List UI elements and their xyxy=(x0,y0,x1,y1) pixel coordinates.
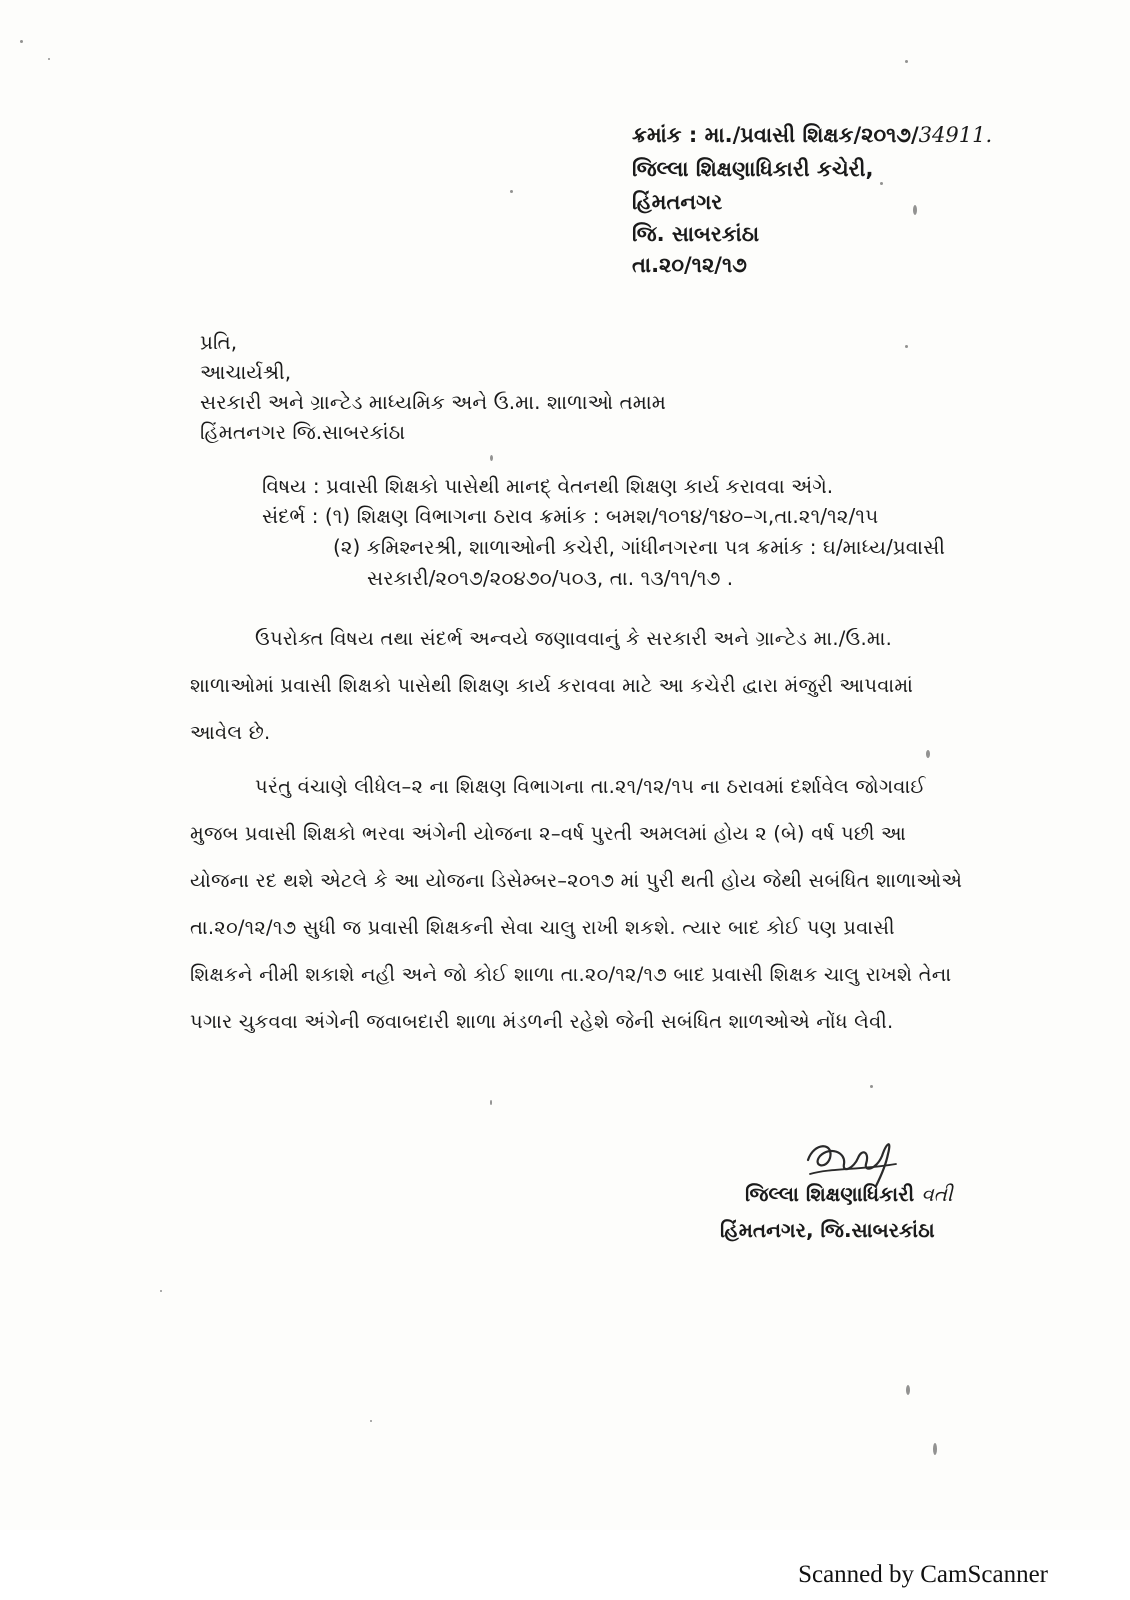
scan-speck xyxy=(160,1290,162,1292)
paragraph-line: મુજબ પ્રવાસી શિક્ષકો ભરવા અંગેની યોજના ૨–વર્ષ પુરતી અમલમાં હોય ૨ (બે) વર્ષ પછી આ xyxy=(190,822,907,845)
reference-2: (૨) કમિશ્નરશ્રી, શાળાઓની કચેરી, ગાંધીનગરના પત્ર ક્રમાંક : ઘ/માધ્ય/પ્રવાસી xyxy=(333,535,945,559)
scan-speck xyxy=(870,1085,873,1088)
scan-speck xyxy=(913,205,917,215)
addressee-place: હિંમતનગર જિ.સાબરકાંઠા xyxy=(200,420,406,444)
reference-number-printed: ક્રમાંક : મા./પ્રવાસી શિક્ષક/૨૦૧૭/ xyxy=(632,123,919,147)
signatory-title: જિલ્લા શિક્ષણાધિકારી xyxy=(745,1182,915,1206)
scanner-watermark: Scanned by CamScanner xyxy=(798,1561,1048,1588)
scan-speck xyxy=(510,190,513,193)
paragraph-line: ઉપરોક્ત વિષય તથા સંદર્ભ અન્વયે જણાવવાનું કે સરકારી અને ગ્રાન્ટેડ મા./ઉ.મા. xyxy=(255,627,893,650)
scan-speck xyxy=(48,58,50,60)
addressee-to: પ્રતિ, xyxy=(200,330,238,354)
letter-date: તા.૨૦/૧૨/૧૭ xyxy=(632,253,747,277)
signatory-handwritten-suffix: વતી xyxy=(921,1182,953,1206)
reference-2-continued: સરકારી/૨૦૧૭/૨૦૪૭૦/૫૦૩, તા. ૧૩/૧૧/૧૭ . xyxy=(367,566,734,590)
paragraph-line: પરંતુ વંચાણે લીધેલ–૨ ના શિક્ષણ વિભાગના તા.૨૧/૧૨/૧૫ ના ઠરાવમાં દર્શાવેલ જોગવાઈ xyxy=(255,775,926,798)
signatory-place: હિંમતનગર, જિ.સાબરકાંઠા xyxy=(720,1218,935,1242)
scan-speck xyxy=(370,1420,372,1422)
office-name: જિલ્લા શિક્ષણાધિકારી કચેરી, xyxy=(632,157,874,181)
scan-speck xyxy=(880,182,883,185)
paragraph-line: યોજના રદ થશે એટલે કે આ યોજના ડિસેમ્બર–૨૦૧૭ માં પુરી થતી હોય જેથી સબંધિત શાળાઓએ xyxy=(190,869,963,892)
paragraph-line: શાળાઓમાં પ્રવાસી શિક્ષકો પાસેથી શિક્ષણ કાર્ય કરાવવા માટે આ કચેરી દ્વારા મંજુરી આપવામાં xyxy=(190,674,914,697)
office-city: હિંમતનગર xyxy=(632,190,723,214)
subject-line: વિષય : પ્રવાસી શિક્ષકો પાસેથી માનદ્ વેતનથી શિક્ષણ કાર્ય કરાવવા અંગે. xyxy=(262,474,834,498)
scan-speck xyxy=(490,455,493,461)
scan-speck xyxy=(905,345,908,348)
body-paragraph-2 xyxy=(190,775,1040,1057)
paragraph-line: પગાર ચુકવવા અંગેની જવાબદારી શાળા મંડળની રહેશે જેની સબંધિત શાળઓએ નોંધ લેવી. xyxy=(190,1010,894,1033)
scan-speck xyxy=(490,1100,492,1105)
addressee-schools: સરકારી અને ગ્રાન્ટેડ માધ્યમિક અને ઉ.મા. શાળાઓ તમામ xyxy=(200,390,666,414)
signatory-designation xyxy=(745,1182,953,1206)
reference-number xyxy=(632,123,992,148)
scan-speck xyxy=(20,40,23,43)
handwritten-signature xyxy=(800,1130,910,1190)
body-paragraph-1 xyxy=(190,627,1040,768)
scan-speck xyxy=(906,1385,910,1395)
addressee-title: આચાર્યશ્રી, xyxy=(200,360,292,384)
paragraph-line: શિક્ષકને નીમી શકાશે નહી અને જો કોઈ શાળા તા.૨૦/૧૨/૧૭ બાદ પ્રવાસી શિક્ષક ચાલુ રાખશે તેના xyxy=(190,963,952,986)
reference-number-handwritten: 34911. xyxy=(918,123,993,147)
office-district: જિ. સાબરકાંઠા xyxy=(632,222,760,246)
paragraph-line: તા.૨૦/૧૨/૧૭ સુધી જ પ્રવાસી શિક્ષકની સેવા ચાલુ રાખી શકશે. ત્યાર બાદ કોઈ પણ પ્રવાસી xyxy=(190,916,895,939)
reference-1: સંદર્ભ : (૧) શિક્ષણ વિભાગના ઠરાવ ક્રમાંક : બમશ/૧૦૧૪/૧૪૦–ગ,તા.૨૧/૧૨/૧૫ xyxy=(262,504,879,528)
paragraph-line: આવેલ છે. xyxy=(190,721,271,744)
scan-speck xyxy=(933,1443,937,1455)
scan-speck xyxy=(905,60,908,63)
